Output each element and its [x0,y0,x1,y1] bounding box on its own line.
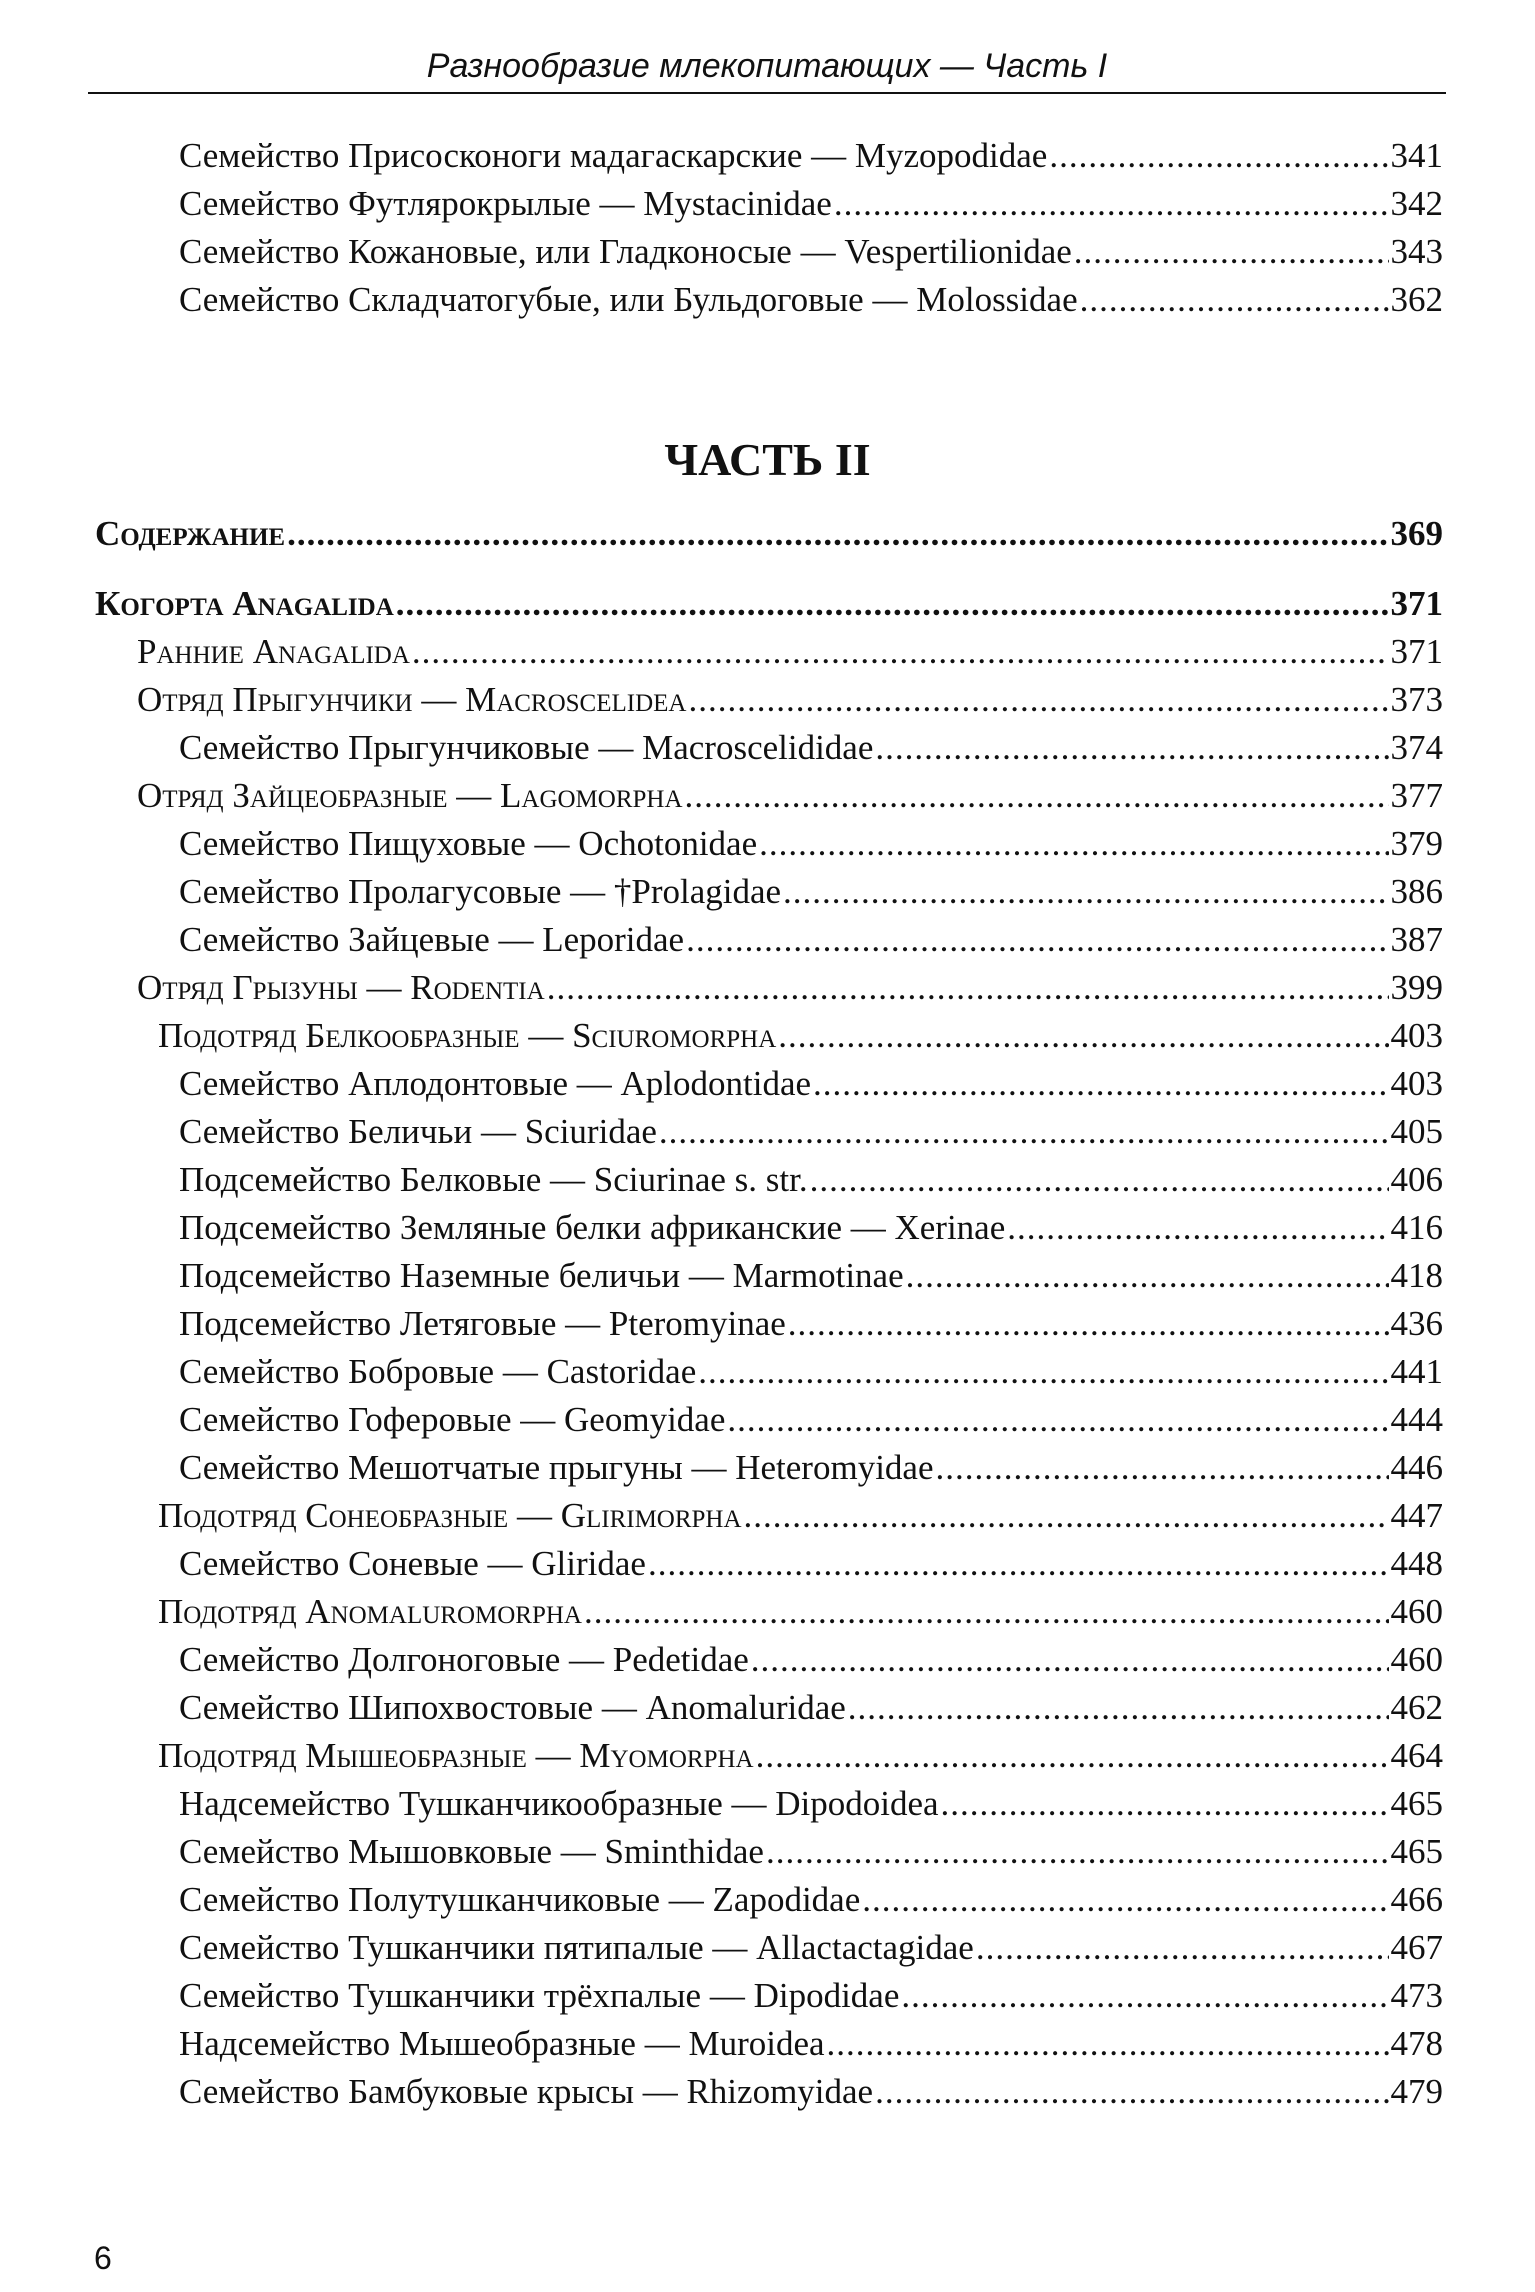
toc-entry-page: 371 [1390,584,1443,623]
toc-dot-leader [547,964,1389,1012]
toc-dot-leader [976,1924,1389,1972]
toc-entry-page: 464 [1390,1736,1443,1775]
toc-entry[interactable] [95,1636,1443,1684]
running-header [88,40,1446,94]
toc-entry-title: Семейство Гоферовые — Geomyidae [179,1400,726,1439]
toc-entry-page: 403 [1390,1016,1443,1055]
toc-entry-page: 479 [1390,2072,1443,2111]
toc-entry-title: Подсемейство Земляные белки африканские — Xerinae [179,1208,1006,1247]
toc-dot-leader [941,1780,1389,1828]
toc-list [95,510,1443,2116]
toc-entry[interactable] [95,1348,1443,1396]
toc-entry-title: Семейство Мешотчатые прыгуны — Heteromyidae [179,1448,934,1487]
toc-entry-page: 460 [1390,1640,1443,1679]
toc-entry-title: Семейство Полутушканчиковые — Zapodidae [179,1880,861,1919]
toc-entry[interactable] [95,916,1443,964]
toc-entry-page: 379 [1390,824,1443,863]
toc-entry[interactable] [95,1060,1443,1108]
toc-entry[interactable] [95,510,1443,558]
toc-entry[interactable] [95,628,1443,676]
toc-entry-title: Подотряд Белкообразные — Sciuromorpha [158,1016,777,1055]
toc-entry[interactable] [95,1444,1443,1492]
toc-dot-leader [751,1636,1389,1684]
toc-entry[interactable] [95,1492,1443,1540]
toc-entry-page: 399 [1390,968,1443,1007]
toc-dot-leader [688,676,1388,724]
toc-entry-page: 386 [1390,872,1443,911]
toc-entry-page: 418 [1390,1256,1443,1295]
toc-entry-title: Семейство Зайцевые — Leporidae [179,920,685,959]
toc-entry[interactable] [95,1732,1443,1780]
toc-entry[interactable] [95,772,1443,820]
toc-dot-leader [659,1108,1389,1156]
toc-entry[interactable] [95,676,1443,724]
toc-entry-title: Семейство Складчатогубые, или Бульдоговые — Molossidae [179,280,1078,319]
running-header-title: Разнообразие млекопитающих — Часть I [426,47,1108,85]
toc-entry-title: Отряд Зайцеобразные — Lagomorpha [137,776,683,815]
toc-entry-page: 446 [1390,1448,1443,1487]
toc-entry-title: Семейство Пищуховые — Ochotonidae [179,824,758,863]
toc-entry[interactable] [95,1204,1443,1252]
toc-dot-leader [1007,1204,1388,1252]
toc-dot-leader [783,868,1388,916]
toc-dot-leader [685,772,1389,820]
toc-entry-title: Семейство Беличьи — Sciuridae [179,1112,657,1151]
toc-entry-title: Семейство Шипохвостовые — Anomaluridae [179,1688,846,1727]
toc-dot-leader [810,1156,1389,1204]
toc-dot-leader [686,916,1388,964]
toc-entry[interactable] [95,1828,1443,1876]
toc-entry-page: 465 [1390,1784,1443,1823]
toc-entry-title: Отряд Прыгунчики — Macroscelidea [137,680,687,719]
toc-dot-leader [935,1444,1388,1492]
toc-entry-title: Отряд Грызуны — Rodentia [137,968,545,1007]
toc-entry[interactable] [95,1012,1443,1060]
toc-entry-title: Семейство Бобровые — Castoridae [179,1352,697,1391]
toc-entry-title: Семейство Кожановые, или Гладконосые — Vespertilionidae [179,232,1072,271]
toc-entry[interactable] [95,580,1443,628]
toc-dot-leader [287,510,1388,558]
toc-dot-leader [875,724,1388,772]
toc-entry[interactable] [95,820,1443,868]
page-number: 6 [94,2240,112,2276]
toc-entry-title: Содержание [95,514,286,553]
toc-entry-title: Подотряд Мышеобразные — Myomorpha [158,1736,754,1775]
toc-dot-leader [396,580,1389,628]
toc-entry[interactable] [95,1156,1443,1204]
toc-entry-page: 343 [1390,232,1443,271]
toc-entry-page: 387 [1390,920,1443,959]
toc-entry-page: 341 [1390,136,1443,175]
toc-entry-page: 441 [1390,1352,1443,1391]
toc-dot-leader [756,1732,1389,1780]
toc-entry-title: Семейство Аплодонтовые — Aplodontidae [179,1064,812,1103]
toc-entry-title: Подсемейство Летяговые — Pteromyinae [179,1304,786,1343]
toc-entry[interactable] [95,1108,1443,1156]
toc-entry-title: Семейство Соневые — Gliridae [179,1544,646,1583]
toc-dot-leader [813,1060,1388,1108]
toc-entry-title: Семейство Тушканчики трёхпалые — Dipodidae [179,1976,900,2015]
toc-entry-title: Семейство Бамбуковые крысы — Rhizomyidae [179,2072,874,2111]
toc-entry-page: 371 [1390,632,1443,671]
toc-entry[interactable] [95,1252,1443,1300]
toc-dot-leader [862,1876,1388,1924]
toc-entry[interactable] [95,276,1443,324]
toc-entry-title: Семейство Мышовковые — Sminthidae [179,1832,764,1871]
toc-dot-leader [788,1300,1389,1348]
toc-entry-title: Надсемейство Мышеобразные — Muroidea [179,2024,825,2063]
toc-dot-leader [1080,276,1389,324]
toc-entry[interactable] [95,1588,1443,1636]
toc-entry-page: 460 [1390,1592,1443,1631]
toc-entry-page: 405 [1390,1112,1443,1151]
toc-entry-page: 406 [1390,1160,1443,1199]
toc-entry-title: Семейство Футлярокрылые — Mystacinidae [179,184,832,223]
toc-entry-page: 374 [1390,728,1443,767]
toc-entry[interactable] [95,964,1443,1012]
toc-entry[interactable] [95,228,1443,276]
toc-dot-leader [727,1396,1388,1444]
toc-dot-leader [778,1012,1388,1060]
toc-entry-page: 447 [1390,1496,1443,1535]
toc-entry[interactable] [95,1396,1443,1444]
toc-entry-page: 342 [1390,184,1443,223]
toc-dot-leader [875,2068,1388,2116]
toc-entry[interactable] [95,1780,1443,1828]
toc-entry-page: 436 [1390,1304,1443,1343]
toc-entry[interactable] [95,180,1443,228]
toc-dot-leader [648,1540,1389,1588]
toc-dot-leader [412,628,1389,676]
toc-dot-leader [901,1972,1388,2020]
toc-dot-leader [1049,132,1388,180]
toc-entry[interactable] [95,1924,1443,1972]
toc-entry-title: Семейство Прыгунчиковые — Macroscelididae [179,728,874,767]
toc-entry[interactable] [95,2020,1443,2068]
toc-entry-page: 416 [1390,1208,1443,1247]
toc-entry[interactable] [95,1540,1443,1588]
toc-entry-page: 369 [1390,514,1443,553]
toc-entry-page: 467 [1390,1928,1443,1967]
part-title: ЧАСТЬ II [664,434,871,485]
toc-dot-leader [827,2020,1389,2068]
toc-dot-leader [906,1252,1389,1300]
toc-entry-page: 444 [1390,1400,1443,1439]
toc-entry[interactable] [95,724,1443,772]
toc-dot-leader [759,820,1388,868]
toc-entry-page: 377 [1390,776,1443,815]
toc-dot-leader [766,1828,1389,1876]
toc-entry[interactable] [95,868,1443,916]
toc-dot-leader [848,1684,1389,1732]
toc-entry-title: Ранние Anagalida [137,632,410,671]
toc-dot-leader [834,180,1389,228]
toc-entry-title: Когорта Anagalida [95,584,394,623]
toc-entry-title: Надсемейство Тушканчикообразные — Dipodoidea [179,1784,939,1823]
toc-entry[interactable] [95,2068,1443,2116]
toc-entry[interactable] [95,1300,1443,1348]
toc-entry-title: Подсемейство Белковые — Sciurinae s. str. [179,1160,808,1199]
toc-dot-leader [1074,228,1389,276]
toc-entry-title: Семейство Тушканчики пятипалые — Allactactagidae [179,1928,974,1967]
toc-entry-page: 448 [1390,1544,1443,1583]
toc-entry[interactable] [95,132,1443,180]
toc-continued-list [95,132,1443,324]
toc-entry[interactable] [95,1972,1443,2020]
toc-entry-page: 362 [1390,280,1443,319]
toc-entry-page: 473 [1390,1976,1443,2015]
toc-entry-page: 462 [1390,1688,1443,1727]
toc-entry-page: 403 [1390,1064,1443,1103]
toc-entry-title: Семейство Присосконоги мадагаскарские — Myzopodidae [179,136,1048,175]
toc-entry-title: Семейство Долгоноговые — Pedetidae [179,1640,749,1679]
toc-entry-page: 465 [1390,1832,1443,1871]
toc-entry[interactable] [95,1876,1443,1924]
toc-entry-page: 373 [1390,680,1443,719]
toc-dot-leader [584,1588,1389,1636]
toc-entry-page: 466 [1390,1880,1443,1919]
toc-entry-title: Подсемейство Наземные беличьи — Marmotinae [179,1256,904,1295]
toc-dot-leader [698,1348,1388,1396]
toc-entry-title: Семейство Пролагусовые — †Prolagidae [179,872,782,911]
toc-entry-title: Подотряд Anomaluromorpha [158,1592,582,1631]
toc-entry-page: 478 [1390,2024,1443,2063]
toc-entry-title: Подотряд Сонеобразные — Glirimorpha [158,1496,742,1535]
toc-dot-leader [744,1492,1389,1540]
toc-entry[interactable] [95,1684,1443,1732]
